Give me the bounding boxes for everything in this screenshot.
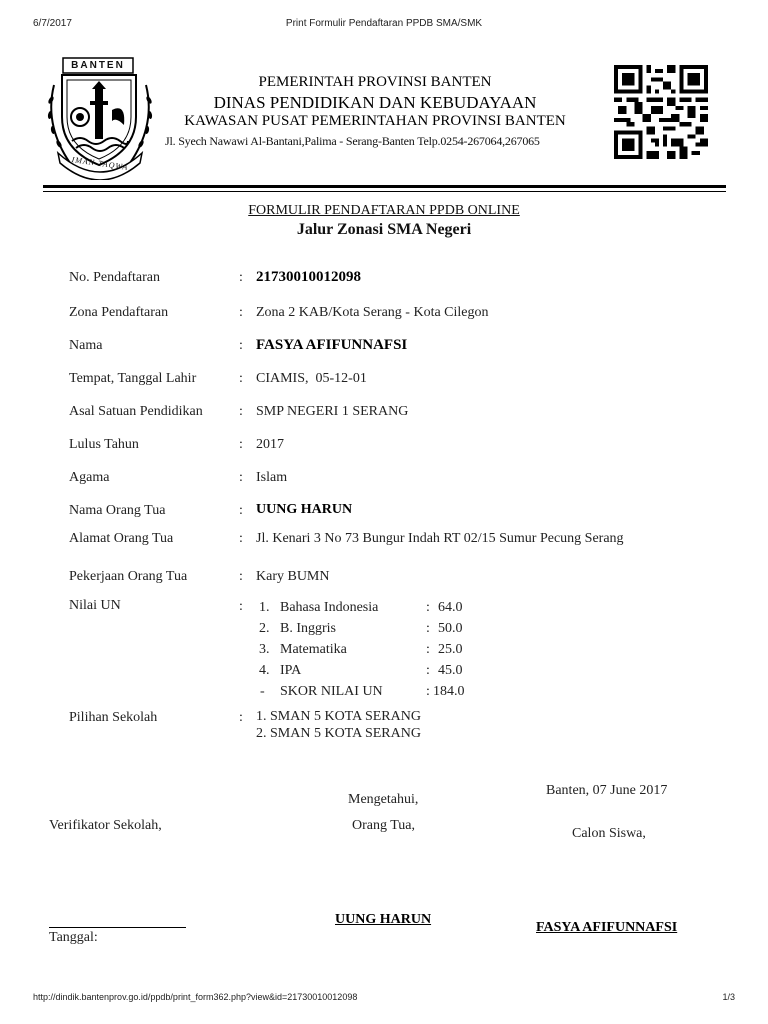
logo-top-text: BANTEN bbox=[71, 60, 125, 71]
qr-code-icon bbox=[614, 64, 708, 160]
tanggal-label: Tanggal: bbox=[49, 930, 98, 945]
field-colon: : bbox=[239, 338, 243, 353]
nilai-un-subject: Bahasa Indonesia bbox=[280, 600, 379, 615]
field-label-nilai-un: Nilai UN bbox=[69, 598, 121, 613]
banten-logo bbox=[40, 55, 160, 180]
field-label-no-pendaftaran: No. Pendaftaran bbox=[69, 270, 160, 285]
field-value-lulus-tahun: 2017 bbox=[256, 437, 284, 452]
header-divider-thick bbox=[43, 185, 726, 188]
field-label-nama-ortu: Nama Orang Tua bbox=[69, 503, 166, 518]
field-colon: : bbox=[239, 371, 243, 386]
pilihan-sekolah-1: 1. SMAN 5 KOTA SERANG bbox=[256, 709, 421, 724]
nilai-un-score: 25.0 bbox=[438, 642, 463, 657]
header-government: PEMERINTAH PROVINSI BANTEN bbox=[258, 74, 492, 90]
nilai-un-colon: : bbox=[426, 663, 430, 678]
field-value-pekerjaan-ortu: Kary BUMN bbox=[256, 569, 330, 584]
field-label-ttl: Tempat, Tanggal Lahir bbox=[69, 371, 197, 386]
field-value-zona: Zona 2 KAB/Kota Serang - Kota Cilegon bbox=[256, 305, 489, 320]
nilai-un-num: 3. bbox=[259, 642, 270, 657]
mengetahui-label: Mengetahui, bbox=[348, 792, 419, 807]
header-address: Jl. Syech Nawawi Al-Bantani,Palima - Serang-Banten Telp.0254-267064,267065 bbox=[165, 134, 540, 148]
verifikator-label: Verifikator Sekolah, bbox=[49, 818, 162, 833]
nilai-un-subject: B. Inggris bbox=[280, 621, 336, 636]
place-date: Banten, 07 June 2017 bbox=[546, 783, 668, 798]
field-label-pekerjaan-ortu: Pekerjaan Orang Tua bbox=[69, 569, 188, 584]
nilai-un-num: 1. bbox=[259, 600, 270, 615]
field-label-zona: Zona Pendaftaran bbox=[69, 305, 169, 320]
field-colon: : bbox=[239, 569, 243, 584]
field-value-no-pendaftaran: 21730010012098 bbox=[256, 269, 361, 285]
parent-signature-name: UUNG HARUN bbox=[335, 912, 432, 927]
nilai-un-num: 2. bbox=[259, 621, 270, 636]
field-label-lulus-tahun: Lulus Tahun bbox=[69, 437, 139, 452]
nilai-un-score: 50.0 bbox=[438, 621, 463, 636]
field-value-nama-ortu: UUNG HARUN bbox=[256, 502, 353, 517]
field-label-pilihan-sekolah: Pilihan Sekolah bbox=[69, 710, 158, 725]
nilai-un-total: 184.0 bbox=[433, 684, 465, 699]
orang-tua-label: Orang Tua, bbox=[352, 818, 416, 833]
header-divider-thin bbox=[43, 191, 726, 192]
header-department: DINAS PENDIDIKAN DAN KEBUDAYAAN bbox=[213, 93, 537, 112]
nilai-un-score: 45.0 bbox=[438, 663, 463, 678]
nilai-un-subject: Matematika bbox=[280, 642, 347, 657]
field-colon: : bbox=[239, 404, 243, 419]
field-colon: : bbox=[239, 710, 243, 725]
nilai-un-colon: : bbox=[426, 642, 430, 657]
field-value-asal-sekolah: SMP NEGERI 1 SERANG bbox=[256, 404, 409, 419]
header-area: KAWASAN PUSAT PEMERINTAHAN PROVINSI BANTEN bbox=[184, 113, 566, 129]
field-value-ttl: CIAMIS, 05-12-01 bbox=[256, 371, 367, 386]
field-label-asal-sekolah: Asal Satuan Pendidikan bbox=[69, 404, 203, 419]
field-value-nama: FASYA AFIFUNNAFSI bbox=[256, 337, 408, 353]
field-colon: : bbox=[239, 531, 243, 546]
nilai-un-colon: : bbox=[426, 621, 430, 636]
nilai-un-colon: : bbox=[426, 600, 430, 615]
field-value-alamat-ortu: Jl. Kenari 3 No 73 Bungur Indah RT 02/15 Sumur Pecung Serang bbox=[256, 531, 624, 546]
nilai-un-subject: SKOR NILAI UN bbox=[280, 684, 383, 699]
form-subtitle: Jalur Zonasi SMA Negeri bbox=[296, 221, 472, 238]
field-label-agama: Agama bbox=[69, 470, 110, 485]
field-colon: : bbox=[239, 599, 243, 614]
nilai-un-num: 4. bbox=[259, 663, 270, 678]
field-colon: : bbox=[239, 437, 243, 452]
logo-bottom-text: IMAN TAQWA bbox=[71, 155, 129, 172]
print-date: 6/7/2017 bbox=[33, 18, 72, 29]
qr-code bbox=[614, 64, 708, 160]
form-title: FORMULIR PENDAFTARAN PPDB ONLINE bbox=[248, 203, 520, 218]
nilai-un-num: - bbox=[260, 684, 265, 699]
calon-siswa-label: Calon Siswa, bbox=[572, 826, 646, 841]
field-colon: : bbox=[239, 270, 243, 285]
verifikator-signature-line bbox=[49, 927, 186, 928]
field-label-nama: Nama bbox=[69, 338, 103, 353]
field-label-alamat-ortu: Alamat Orang Tua bbox=[69, 531, 174, 546]
nilai-un-score: 64.0 bbox=[438, 600, 463, 615]
field-colon: : bbox=[239, 305, 243, 320]
field-colon: : bbox=[239, 503, 243, 518]
nilai-un-colon: : bbox=[426, 684, 430, 699]
print-page-title: Print Formulir Pendaftaran PPDB SMA/SMK bbox=[285, 18, 483, 29]
pilihan-sekolah-2: 2. SMAN 5 KOTA SERANG bbox=[256, 726, 421, 741]
field-colon: : bbox=[239, 470, 243, 485]
print-page-number: 1/3 bbox=[722, 992, 735, 1002]
student-signature-name: FASYA AFIFUNNAFSI bbox=[536, 920, 678, 935]
print-url: http://dindik.bantenprov.go.id/ppdb/print_form362.php?view&id=21730010012098 bbox=[33, 992, 358, 1002]
field-value-agama: Islam bbox=[256, 470, 288, 485]
nilai-un-subject: IPA bbox=[280, 663, 302, 678]
